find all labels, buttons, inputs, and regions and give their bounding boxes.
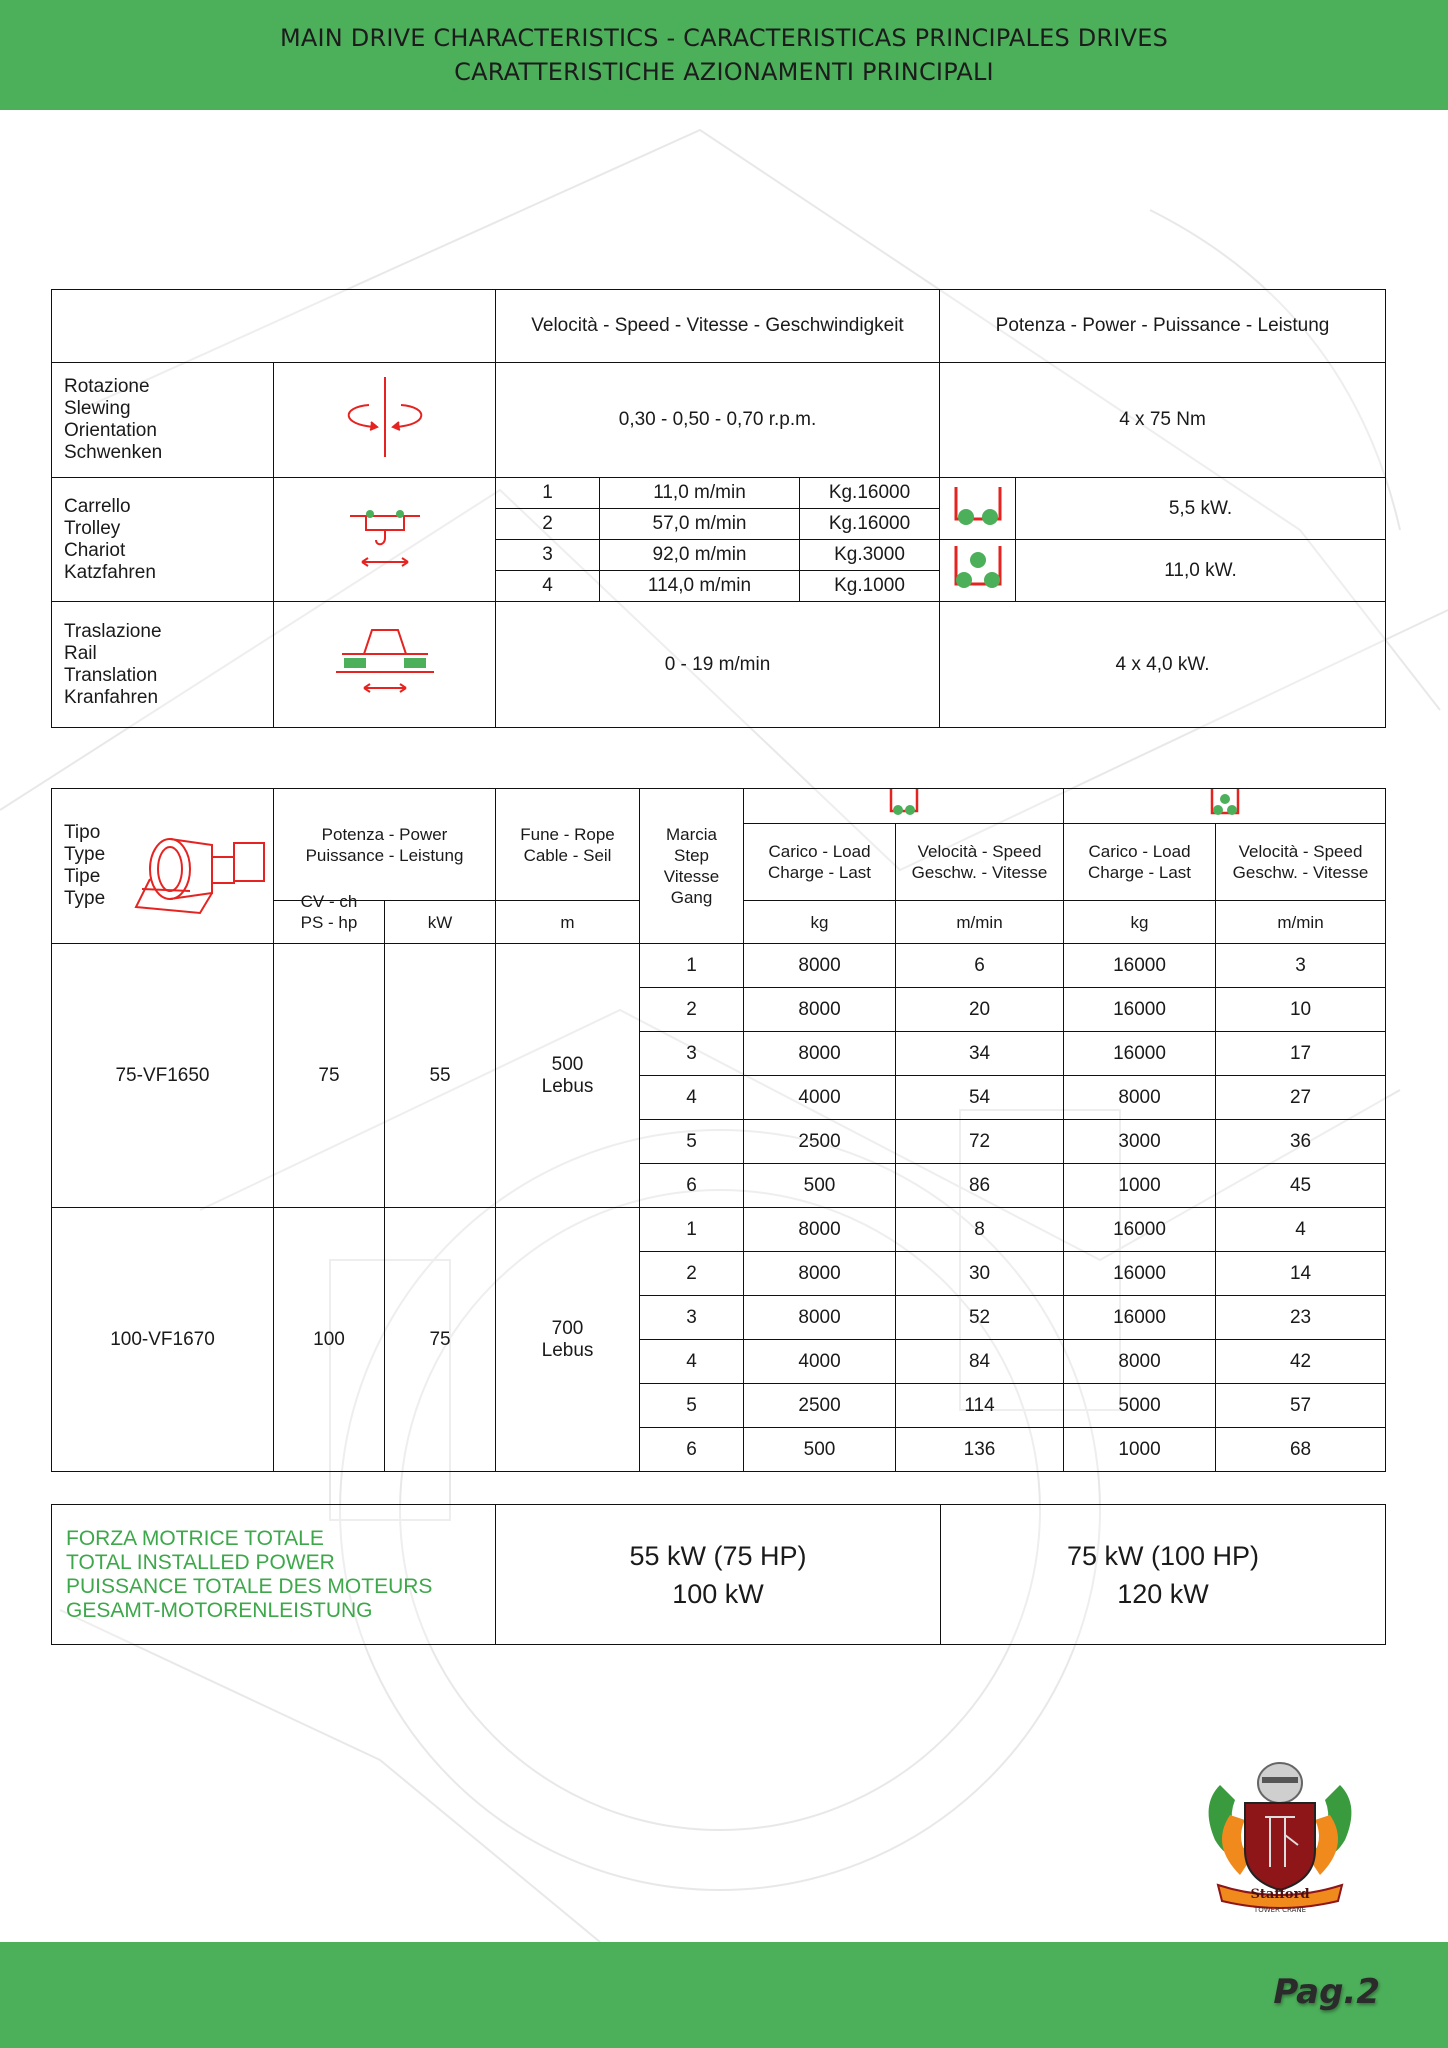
hoist-load-4fall: 5000: [1064, 1384, 1216, 1428]
hoist-load-4fall: 8000: [1064, 1340, 1216, 1384]
hoist-speed-4fall: 14: [1216, 1252, 1386, 1296]
trolley-speed: 57,0 m/min: [600, 509, 800, 540]
hoist-load-2fall: 2500: [744, 1120, 896, 1164]
trolley-speed: 11,0 m/min: [600, 478, 800, 509]
hoist-row: [52, 1208, 1386, 1252]
hoist-load-2fall: 500: [744, 1164, 896, 1208]
hoist-speed-2fall: 54: [896, 1076, 1064, 1120]
model-cv: 75: [274, 944, 385, 1208]
header-title-line1: MAIN DRIVE CHARACTERISTICS - CARACTERISTICAS PRINCIPALES DRIVES: [279, 24, 1168, 52]
hoist-speed-2fall: 86: [896, 1164, 1064, 1208]
step-header-line4: Gang: [670, 888, 713, 907]
power-header-line1: Potenza - Power: [321, 824, 448, 844]
page-header: [0, 0, 1448, 110]
total-label-fr: PUISSANCE TOTALE DES MOTEURS: [66, 1574, 433, 1598]
model-rope-line: Lebus: [541, 1339, 594, 1361]
hoist-load-2fall: 8000: [744, 988, 896, 1032]
hoist-step: 3: [640, 1032, 744, 1076]
trolley-load: Kg.1000: [800, 571, 940, 602]
m-header: m: [496, 901, 640, 944]
speed-header-line2: Geschw. - Vitesse: [911, 863, 1048, 882]
hoist-load-4fall: 8000: [1064, 1076, 1216, 1120]
travel-icon-cell: [274, 602, 496, 728]
trolley-speed: 92,0 m/min: [600, 540, 800, 571]
rope-header-line2: Cable - Seil: [523, 845, 612, 865]
model-rope-line: 700: [551, 1317, 584, 1339]
speed-header-line1: Velocità - Speed: [1238, 842, 1363, 861]
trolley-labels: [52, 478, 274, 602]
speed-header-line1: Velocità - Speed: [917, 842, 1042, 861]
load-header-line2: Charge - Last: [1088, 863, 1192, 882]
trolley-label-de: Katzfahren: [64, 561, 156, 583]
two-fall-reeving-icon: [887, 789, 921, 817]
hoist-step: 1: [640, 944, 744, 988]
four-fall-reeving-icon: [1208, 789, 1242, 817]
hoist-load-4fall: 1000: [1064, 1428, 1216, 1472]
step-header-line2: Step: [674, 846, 709, 865]
step-header-line3: Vitesse: [663, 867, 720, 886]
hoist-speed-2fall: 84: [896, 1340, 1064, 1384]
travel-labels: [52, 602, 274, 728]
hoist-load-4fall: 16000: [1064, 1032, 1216, 1076]
total-power-model2: [941, 1505, 1386, 1645]
hoist-speed-4fall: 27: [1216, 1076, 1386, 1120]
trolley-speed: 114,0 m/min: [600, 571, 800, 602]
hoist-step: 3: [640, 1296, 744, 1340]
hoist-load-2fall: 8000: [744, 944, 896, 988]
hoist-step: 1: [640, 1208, 744, 1252]
hoist-speed-2fall: 8: [896, 1208, 1064, 1252]
hoist-speed-4fall: 3: [1216, 944, 1386, 988]
hoist-table: [51, 788, 1386, 1472]
hoist-body: [52, 944, 1386, 1472]
total-power-sum: 100 kW: [672, 1578, 764, 1609]
slewing-label-de: Schwenken: [64, 442, 163, 463]
hoist-step: 4: [640, 1076, 744, 1120]
rope-header-cell: [496, 789, 640, 901]
hoist-speed-4fall: 45: [1216, 1164, 1386, 1208]
cv-header: [274, 891, 385, 934]
load-header-line1: Carico - Load: [768, 842, 871, 861]
power-header-line2: Puissance - Leistung: [305, 845, 464, 865]
trolley-icon-cell: [274, 478, 496, 602]
load-header-2fall: [744, 824, 896, 901]
trolley-step: 4: [496, 571, 600, 602]
cv-header-line1: CV - ch: [300, 892, 358, 911]
hoist-row: [52, 944, 1386, 988]
trolley-load: Kg.16000: [800, 478, 940, 509]
hoist-step: 2: [640, 988, 744, 1032]
hoist-load-2fall: 2500: [744, 1384, 896, 1428]
trolley-label-it: Carrello: [64, 495, 131, 517]
load-header-line1: Carico - Load: [1088, 842, 1191, 861]
hoist-speed-4fall: 17: [1216, 1032, 1386, 1076]
header-title-line2: CARATTERISTICHE AZIONAMENTI PRINCIPALI: [454, 58, 994, 86]
total-power-hoist: 75 kW (100 HP): [1066, 1540, 1260, 1571]
total-label-de: GESAMT-MOTORENLEISTUNG: [66, 1598, 373, 1622]
total-label-en: TOTAL INSTALLED POWER: [66, 1550, 335, 1574]
slewing-power: 4 x 75 Nm: [940, 363, 1386, 478]
four-fall-reeving-icon: [950, 544, 1006, 592]
model-kw: 55: [385, 944, 496, 1208]
hoist-load-4fall: 3000: [1064, 1120, 1216, 1164]
mmin-unit-2fall: m/min: [896, 901, 1064, 944]
type-label-de: Type: [64, 888, 106, 909]
total-label-it: FORZA MOTRICE TOTALE: [66, 1526, 324, 1550]
hoist-speed-2fall: 52: [896, 1296, 1064, 1340]
rope-header-line1: Fune - Rope: [520, 824, 615, 844]
hoist-step: 6: [640, 1164, 744, 1208]
hoist-load-4fall: 16000: [1064, 1296, 1216, 1340]
hoist-speed-4fall: 36: [1216, 1120, 1386, 1164]
hoist-step: 2: [640, 1252, 744, 1296]
hoist-speed-2fall: 30: [896, 1252, 1064, 1296]
travel-label-fr: Translation: [64, 664, 158, 686]
step-header-cell: [640, 789, 744, 944]
total-power-model1: [496, 1505, 941, 1645]
hoist-load-2fall: 500: [744, 1428, 896, 1472]
trolley-step: 2: [496, 509, 600, 540]
slewing-label-en: Slewing: [64, 398, 131, 419]
hoist-load-4fall: 1000: [1064, 1164, 1216, 1208]
page-footer: [0, 1942, 1448, 2048]
drives-table: [51, 289, 1386, 728]
cv-header-line2: PS - hp: [300, 913, 358, 932]
hoist-load-2fall: 8000: [744, 1208, 896, 1252]
hoist-load-2fall: 4000: [744, 1340, 896, 1384]
hoist-speed-4fall: 10: [1216, 988, 1386, 1032]
hoist-step: 5: [640, 1120, 744, 1164]
hoist-speed-4fall: 68: [1216, 1428, 1386, 1472]
hoist-speed-2fall: 34: [896, 1032, 1064, 1076]
model-rope-line: 500: [551, 1053, 584, 1075]
hoist-load-2fall: 8000: [744, 1296, 896, 1340]
speed-header-2fall: [896, 824, 1064, 901]
hoist-speed-2fall: 114: [896, 1384, 1064, 1428]
total-power-sum: 120 kW: [1117, 1578, 1209, 1609]
type-header: [52, 789, 274, 944]
power-header-cell: [274, 789, 496, 901]
hoist-load-2fall: 8000: [744, 1252, 896, 1296]
slewing-label-fr: Orientation: [64, 420, 157, 441]
total-power-hoist: 55 kW (75 HP): [629, 1540, 807, 1571]
trolley-hook-icon: [340, 502, 430, 572]
model-name: 100-VF1670: [52, 1208, 274, 1472]
page-number: Pag.2: [1273, 1972, 1380, 2012]
speed-header-line2: Geschw. - Vitesse: [1232, 863, 1369, 882]
hoist-step: 6: [640, 1428, 744, 1472]
load-header-4fall: [1064, 824, 1216, 901]
hoist-speed-4fall: 4: [1216, 1208, 1386, 1252]
type-label-en: Type: [64, 844, 106, 865]
mmin-unit-4fall: m/min: [1216, 901, 1386, 944]
hoist-speed-2fall: 72: [896, 1120, 1064, 1164]
trolley-power-2fall: 5,5 kW.: [1016, 478, 1386, 540]
trolley-label-en: Trolley: [64, 517, 121, 539]
trolley-power-4fall: 11,0 kW.: [1016, 540, 1386, 602]
step-header-line1: Marcia: [666, 825, 718, 844]
four-fall-icon-cell: [940, 540, 1016, 602]
model-kw: 75: [385, 1208, 496, 1472]
model-cv: 100: [274, 1208, 385, 1472]
rail-travel-icon: [330, 624, 440, 700]
hoist-load-2fall: 4000: [744, 1076, 896, 1120]
hoist-winch-icon: [130, 819, 270, 919]
hoist-speed-2fall: 6: [896, 944, 1064, 988]
type-label-it: Tipo: [64, 822, 101, 843]
type-label-fr: Tipe: [64, 866, 101, 887]
trolley-step: 1: [496, 478, 600, 509]
logo-subtitle: TOWER CRANE: [1253, 1906, 1307, 1914]
speed-header: Velocità - Speed - Vitesse - Geschwindigkeit: [496, 290, 940, 363]
trolley-step: 3: [496, 540, 600, 571]
total-power-table: [51, 1504, 1386, 1645]
trolley-load: Kg.16000: [800, 509, 940, 540]
hoist-speed-4fall: 42: [1216, 1340, 1386, 1384]
hoist-speed-2fall: 20: [896, 988, 1064, 1032]
hoist-step: 5: [640, 1384, 744, 1428]
stafford-logo: [1190, 1755, 1370, 1915]
kg-unit-4fall: kg: [1064, 901, 1216, 944]
trolley-load: Kg.3000: [800, 540, 940, 571]
speed-header-4fall: [1216, 824, 1386, 901]
kw-header: kW: [385, 901, 496, 944]
slewing-rotation-icon: [335, 375, 435, 459]
model-rope: [496, 944, 640, 1208]
hoist-load-4fall: 16000: [1064, 988, 1216, 1032]
model-rope-line: Lebus: [541, 1075, 594, 1097]
hoist-load-4fall: 16000: [1064, 1252, 1216, 1296]
model-rope: [496, 1208, 640, 1472]
slewing-labels: [52, 363, 274, 478]
power-header: Potenza - Power - Puissance - Leistung: [940, 290, 1386, 363]
drives-header-blank: [52, 290, 496, 363]
logo-text: Stafford: [1250, 1887, 1310, 1902]
load-header-line2: Charge - Last: [768, 863, 872, 882]
travel-power: 4 x 4,0 kW.: [940, 602, 1386, 728]
travel-label-en: Rail: [64, 642, 97, 664]
four-fall-group-header: [1064, 789, 1386, 824]
two-fall-reeving-icon: [950, 485, 1006, 527]
kg-unit-2fall: kg: [744, 901, 896, 944]
hoist-speed-4fall: 57: [1216, 1384, 1386, 1428]
hoist-load-4fall: 16000: [1064, 944, 1216, 988]
travel-label-de: Kranfahren: [64, 686, 159, 708]
travel-speed: 0 - 19 m/min: [496, 602, 940, 728]
two-fall-icon-cell: [940, 478, 1016, 540]
slewing-label-it: Rotazione: [64, 376, 150, 397]
hoist-step: 4: [640, 1340, 744, 1384]
hoist-speed-4fall: 23: [1216, 1296, 1386, 1340]
hoist-load-2fall: 8000: [744, 1032, 896, 1076]
hoist-speed-2fall: 136: [896, 1428, 1064, 1472]
two-fall-group-header: [744, 789, 1064, 824]
slewing-speed: 0,30 - 0,50 - 0,70 r.p.m.: [496, 363, 940, 478]
trolley-label-fr: Chariot: [64, 539, 126, 561]
model-name: 75-VF1650: [52, 944, 274, 1208]
travel-label-it: Traslazione: [64, 620, 162, 642]
slewing-icon-cell: [274, 363, 496, 478]
total-power-labels: [52, 1505, 496, 1645]
hoist-load-4fall: 16000: [1064, 1208, 1216, 1252]
